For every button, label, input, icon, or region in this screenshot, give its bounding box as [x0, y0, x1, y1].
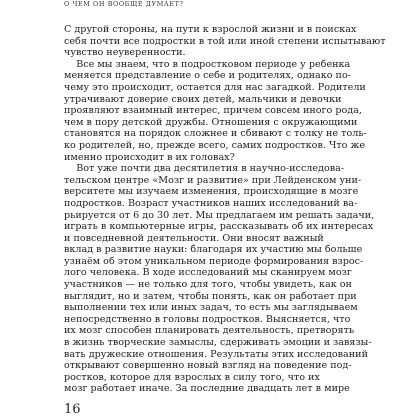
- text-line: утрачивают доверие своих детей, мальчики и девочки: [64, 93, 342, 105]
- text-line: верситете мы изучаем изменения, происходящие в мозге: [64, 186, 359, 198]
- text-line: выполнении тех или иных задач, то есть мы заглядываем: [64, 302, 358, 314]
- text-line: лого человека. В ходе исследований мы сканируем мозг: [64, 267, 352, 279]
- text-line: вать дружеские отношения. Результаты этих исследований: [64, 348, 368, 360]
- text-line: узнаём об этом уникальном периоде формирования взрос-: [64, 255, 364, 267]
- text-line: чему это происходит, остается для нас загадкой. Родители: [64, 81, 366, 93]
- body-text: [64, 24, 386, 395]
- text-line: меняется представление о себе и родителях, однако по-: [64, 70, 351, 82]
- text-line: именно происходит в их головах?: [64, 151, 235, 163]
- running-head: О ЧЕМ ОН ВООБЩЕ ДУМАЕТ?: [64, 0, 184, 8]
- text-line: чувство неуверенности.: [64, 47, 186, 59]
- text-line: Все мы знаем, что в подростковом периоде у ребенка: [64, 58, 351, 70]
- text-line: себя почти все подростки в той или иной степени испытывают: [64, 35, 386, 47]
- text-line: и повседневной деятельности. Они вносят важный: [64, 232, 324, 244]
- text-line: их мозг способен планировать деятельность, претворять: [64, 325, 355, 337]
- text-line: подростков. Возраст участников наших исследований ва-: [64, 197, 358, 209]
- text-line: мозг работает иначе. За последние двадцать лет в мире: [64, 383, 350, 395]
- text-line: тельском центре «Мозг и развитие» при Лейденском уни-: [64, 174, 362, 186]
- text-line: проявляют взаимный интерес, причем совсем иного рода,: [64, 105, 362, 117]
- text-line: непосредственно в головы подростков. Выясняется, что: [64, 313, 351, 325]
- text-line: рьируется от 6 до 30 лет. Мы предлагаем им решать задачи,: [64, 209, 375, 221]
- text-line: играть в компьютерные игры, рассказывать об их интересах: [64, 221, 374, 233]
- text-line: становятся на порядок сложнее и сбивают с толку не толь-: [64, 128, 367, 140]
- text-line: участников — не только для того, чтобы увидеть, как он: [64, 279, 352, 291]
- text-line: ростков, которое для взрослых в силу того, что их: [64, 371, 320, 383]
- text-line: выглядит, но и затем, чтобы понять, как он работает при: [64, 290, 357, 302]
- text-line: вклад в развитие науки: благодаря их участию мы больше: [64, 244, 363, 256]
- text-line: Вот уже почти два десятилетия в научно-исследова-: [64, 163, 345, 175]
- text-line: открывают совершенно новый взгляд на поведение под-: [64, 360, 352, 372]
- text-line: чем в пору детской дружбы. Отношения с окружающими: [64, 116, 358, 128]
- text-line: ко родителей, но, прежде всего, самих подростков. Что же: [64, 139, 365, 151]
- text-line: С другой стороны, на пути к взрослой жизни и в поисках: [64, 24, 357, 35]
- page-number: 16: [64, 402, 81, 417]
- text-line: в жизнь творческие замыслы, сдерживать эмоции и завязы-: [64, 337, 372, 349]
